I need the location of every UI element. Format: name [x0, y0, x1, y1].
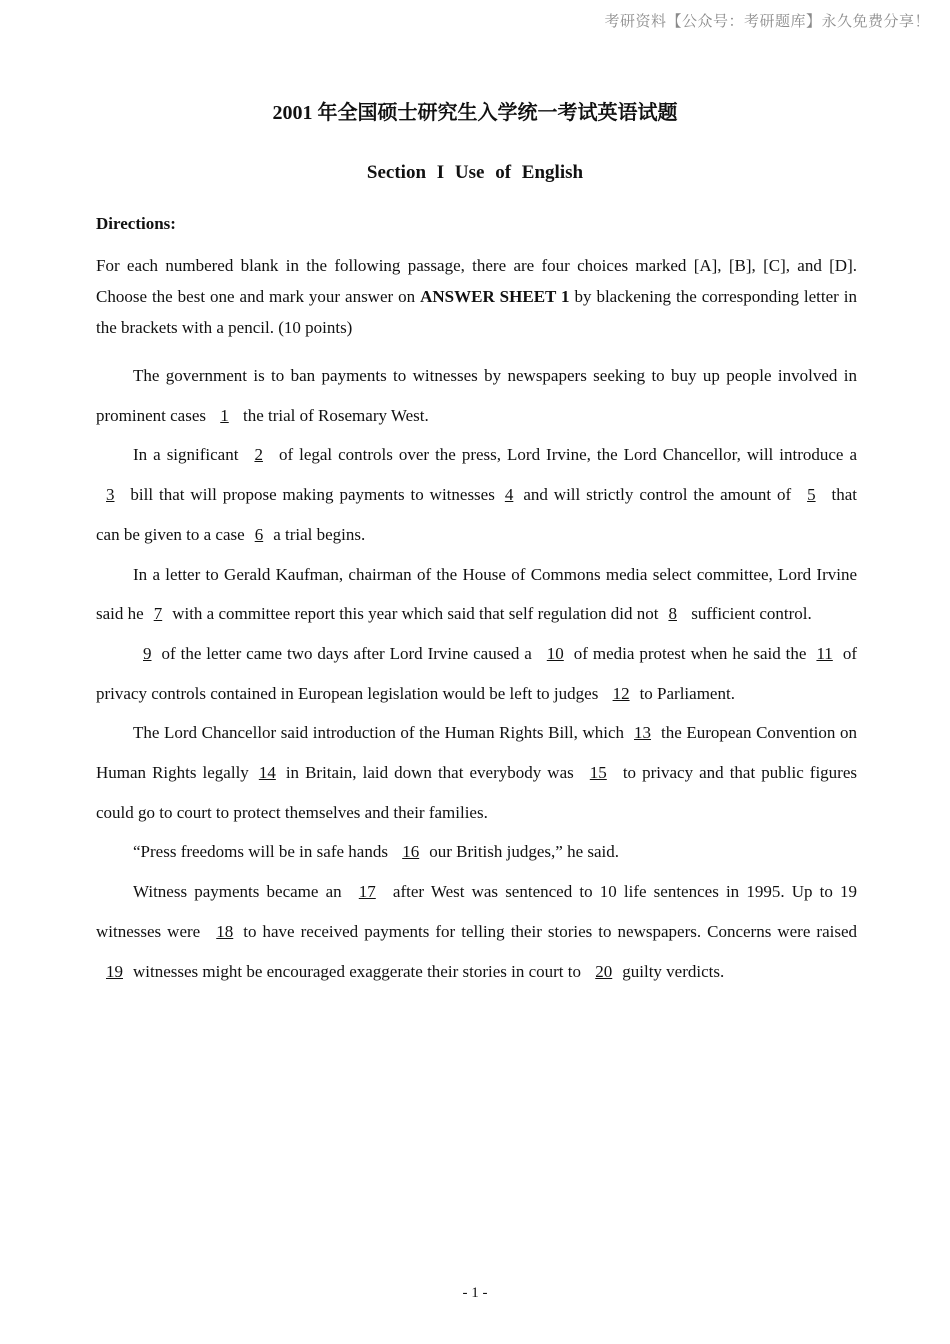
- text-run: of media protest when he said the: [573, 643, 807, 663]
- blank-2: 2: [254, 445, 263, 465]
- blank-4: 4: [504, 485, 514, 505]
- blank-19: 19: [106, 961, 123, 981]
- blank-5: 5: [807, 485, 816, 505]
- blank-15: 15: [589, 763, 607, 783]
- paragraph-2: [96, 435, 857, 554]
- text-run: the European Convention on Human Rights legally: [96, 723, 857, 783]
- directions-heading: Directions:: [96, 214, 176, 233]
- blank-6: 6: [254, 524, 264, 544]
- paragraph-6: [96, 832, 857, 872]
- blank-17: 17: [358, 882, 376, 902]
- text-run: In a letter to Gerald Kaufman, chairman of the House of Commons media select committee, Lord Irvine said he: [96, 564, 857, 624]
- directions-text-part: For each numbered blank in the following passage, there are four choices marked [A], [B], [C], and [D]. Choose the best one and mark your answer on: [96, 256, 857, 306]
- text-run: the trial of Rosemary West.: [238, 405, 429, 425]
- paragraph-7: [96, 872, 857, 991]
- blank-11: 11: [816, 643, 833, 663]
- text-run: in Britain, laid down that everybody was: [285, 763, 580, 783]
- text-run: sufficient control.: [686, 604, 812, 624]
- text-run: of privacy controls contained in European legislation would be left to judges: [96, 643, 857, 703]
- blank-18: 18: [216, 921, 234, 941]
- blank-7: 7: [153, 604, 163, 624]
- text-run: In a significant: [133, 445, 245, 465]
- text-run: a trial begins.: [273, 524, 366, 544]
- directions-text: [96, 250, 857, 343]
- blank-8: 8: [668, 604, 677, 624]
- text-run: guilty verdicts.: [622, 961, 725, 981]
- text-run: that can be given to a case: [96, 485, 857, 544]
- page-title: 2001 年全国硕士研究生入学统一考试英语试题: [272, 102, 678, 124]
- text-run: and will strictly control the amount of: [523, 485, 798, 505]
- text-run: The government is to ban payments to witnesses by newspapers seeking to buy up people involved in prominent cases: [96, 366, 857, 425]
- text-run: bill that will propose making payments to witnesses: [124, 485, 495, 505]
- page-number: - 1 -: [462, 1285, 488, 1301]
- blank-20: 20: [595, 961, 613, 981]
- directions-text-part: by blackening the corresponding letter in the brackets with a pencil. (10 points): [96, 287, 858, 337]
- blank-1: 1: [220, 405, 229, 425]
- blank-10: 10: [546, 643, 564, 663]
- header-note: 考研资料【公众号：考研题库】永久免费分享！: [604, 12, 930, 30]
- text-run: “Press freedoms will be in safe hands: [133, 842, 393, 862]
- answer-sheet-label: ANSWER SHEET 1: [420, 287, 570, 306]
- blank-3: 3: [106, 485, 115, 505]
- paragraph-3: [96, 555, 857, 634]
- text-run: of legal controls over the press, Lord Irvine, the Lord Chancellor, will introduce a: [272, 445, 858, 465]
- paragraph-5: [96, 713, 857, 832]
- text-run: our British judges,” he said.: [429, 842, 619, 862]
- blank-12: 12: [612, 683, 630, 703]
- text-run: of the letter came two days after Lord Irvine caused a: [161, 643, 537, 663]
- text-run: The Lord Chancellor said introduction of the Human Rights Bill, which: [133, 723, 625, 743]
- text-run: to have received payments for telling their stories to newspapers. Concerns were raised: [243, 921, 857, 941]
- section-title: Section I Use of English: [366, 162, 584, 183]
- text-run: witnesses might be encouraged exaggerate their stories in court to: [133, 961, 586, 981]
- blank-13: 13: [634, 723, 652, 743]
- text-run: with a committee report this year which said that self regulation did not: [172, 604, 659, 624]
- blank-14: 14: [258, 763, 276, 783]
- passage: [96, 356, 857, 991]
- paragraph-1: [96, 356, 857, 435]
- text-run: after West was sentenced to 10 life sentences in 1995. Up to 19 witnesses were: [96, 882, 857, 941]
- blank-9: 9: [143, 643, 152, 663]
- text-run: Witness payments became an: [133, 882, 349, 902]
- text-run: to privacy and that public figures could go to court to protect themselves and their families.: [96, 763, 857, 822]
- text-run: to Parliament.: [639, 683, 735, 703]
- blank-16: 16: [402, 842, 420, 862]
- paragraph-4: [96, 634, 857, 713]
